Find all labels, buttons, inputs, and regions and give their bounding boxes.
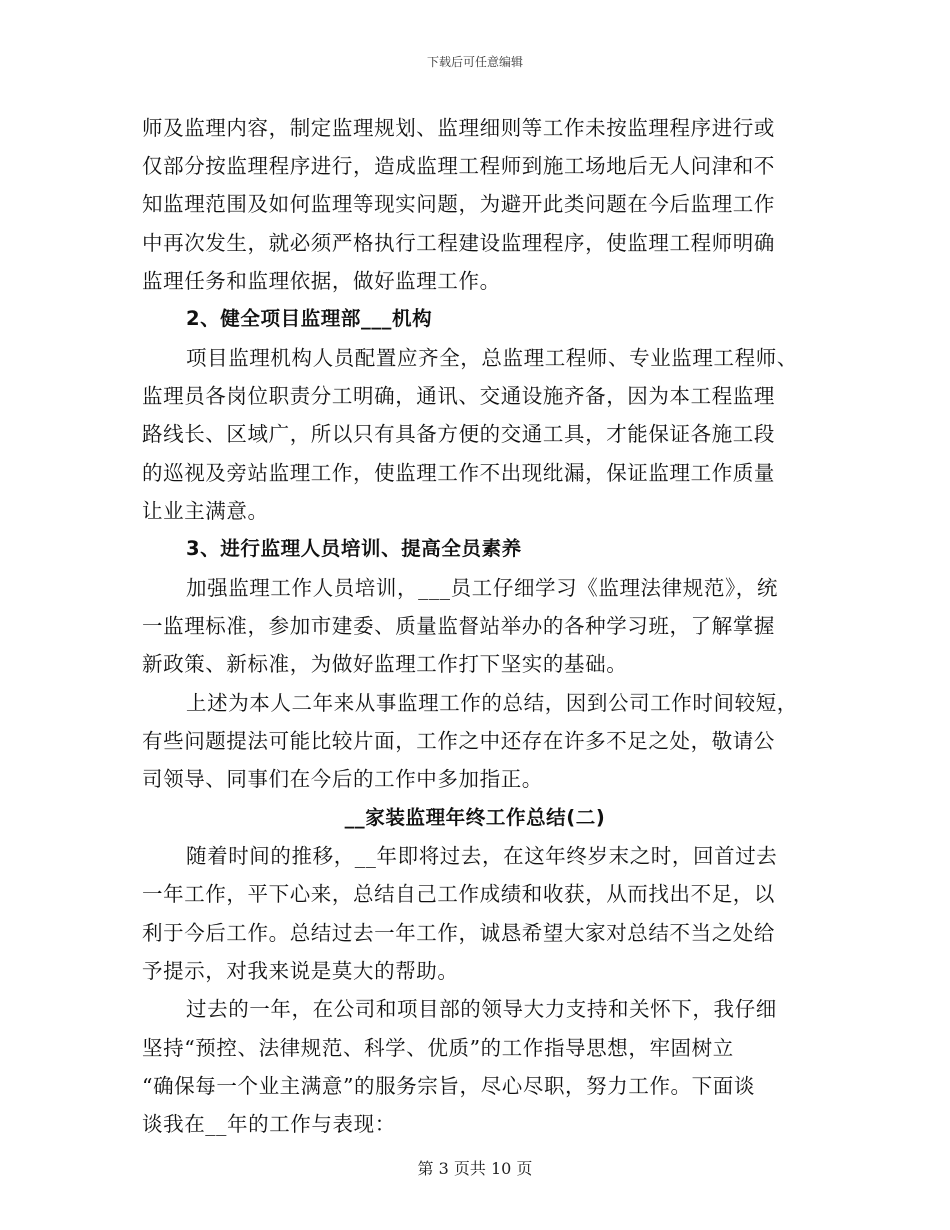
paragraph-line: 司领导、同事们在今后的工作中多加指正。 [142, 767, 543, 791]
paragraph-line: 随着时间的推移，__年即将过去，在这年终岁末之时，回首过去 [186, 844, 778, 868]
document-title: __家装监理年终工作总结(二) [344, 806, 606, 829]
section-heading: 2、健全项目监理部___机构 [186, 307, 433, 330]
paragraph-line: 上述为本人二年来从事监理工作的总结，因到公司工作时间较短， [186, 691, 798, 715]
paragraph-line: 项目监理机构人员配置应齐全，总监理工程师、专业监理工程师、 [186, 346, 798, 370]
paragraph-line: 一监理标准，参加市建委、质量监督站举办的各种学习班，了解掌握 [142, 614, 775, 638]
paragraph-line: “确保每一个业主满意”的服务宗旨，尽心尽职，努力工作。下面谈 [142, 1074, 755, 1098]
paragraph-line: 新政策、新标准，为做好监理工作打下坚实的基础。 [142, 652, 628, 676]
section-heading: 3、进行监理人员培训、提高全员素养 [186, 537, 522, 560]
paragraph-line: 中再次发生，就必须严格执行工程建设监理程序，使监理工程师明确 [142, 231, 775, 255]
paragraph-line: 利于今后工作。总结过去一年工作，诚恳希望大家对总结不当之处给 [142, 921, 775, 945]
page-number: 第 3 页共 10 页 [417, 1159, 533, 1178]
paragraph-line: 予提示，对我来说是莫大的帮助。 [142, 959, 459, 983]
paragraph-line: 监理员各岗位职责分工明确，通讯、交通设施齐备，因为本工程监理 [142, 384, 775, 408]
paragraph-line: 坚持“预控、法律规范、科学、优质”的工作指导思想，牢固树立 [142, 1036, 734, 1060]
paragraph-line: 仅部分按监理程序进行，造成监理工程师到施工场地后无人问津和不 [142, 154, 775, 178]
paragraph-line: 路线长、区域广，所以只有具备方便的交通工具，才能保证各施工段 [142, 422, 775, 446]
paragraph-line: 让业主满意。 [142, 499, 269, 523]
paragraph-line: 过去的一年，在公司和项目部的领导大力支持和关怀下，我仔细 [186, 997, 777, 1021]
paragraph-line: 师及监理内容，制定监理规划、监理细则等工作未按监理程序进行或 [142, 116, 775, 140]
paragraph-line: 一年工作，平下心来，总结自己工作成绩和收获，从而找出不足，以 [142, 882, 775, 906]
paragraph-line: 监理任务和监理依据，做好监理工作。 [142, 269, 501, 293]
page-header: 下载后可任意编辑 [426, 55, 523, 69]
paragraph-line: 谈我在__年的工作与表现： [142, 1112, 396, 1136]
paragraph-line: 知监理范围及如何监理等现实问题，为避开此类问题在今后监理工作 [142, 192, 775, 216]
paragraph-line: 加强监理工作人员培训，___员工仔细学习《监理法律规范》，统 [186, 576, 778, 600]
paragraph-line: 有些问题提法可能比较片面，工作之中还存在许多不足之处，敬请公 [142, 729, 775, 753]
paragraph-line: 的巡视及旁站监理工作，使监理工作不出现纰漏，保证监理工作质量 [142, 461, 775, 485]
